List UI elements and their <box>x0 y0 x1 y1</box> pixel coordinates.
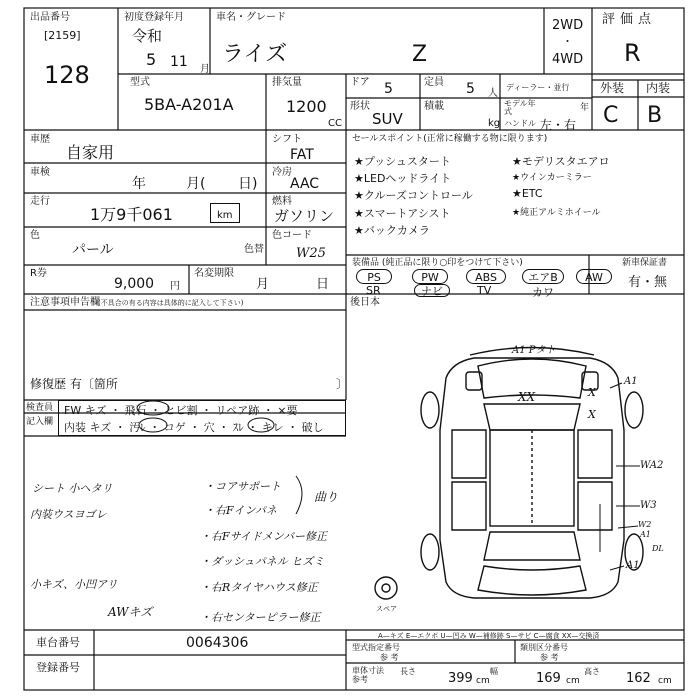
color-code: W25 <box>296 246 326 261</box>
doors: 5 <box>384 81 393 97</box>
equip-sr: SR <box>366 284 381 297</box>
height-unit: cm <box>658 676 672 686</box>
length-label: 長さ <box>400 667 416 676</box>
hw-left-2: 内装ウスヨゴレ <box>30 508 107 521</box>
model-label: 型式 <box>130 77 150 88</box>
equip-leather: カワ <box>532 286 554 299</box>
model-year-label: モデル年式 <box>504 99 536 116</box>
handle: 左・右 <box>540 118 577 132</box>
fuel: ガソリン <box>274 207 335 225</box>
cc-unit: CC <box>328 118 342 129</box>
name-change-label: 名変期限 <box>194 268 234 279</box>
length: 399 <box>448 671 473 686</box>
lot-sub: [2159] <box>44 29 81 42</box>
color: パール <box>72 242 114 258</box>
hw-right-1: ・コアサポート <box>204 480 281 493</box>
car-name: ライズ <box>222 42 288 67</box>
nc-month: 月 <box>256 277 270 292</box>
equip-pw: PW <box>412 269 448 284</box>
check-row-interior: 内装 キズ ・ 汚ﾚ ・ コゲ ・ 穴 ・ ｽﾚ ・ キレ ・ 破し <box>64 421 324 434</box>
hw-left-3: 小キズ、小凹アリ <box>30 578 118 591</box>
year-unit: 年 <box>580 103 590 113</box>
diag-a1-right: A1 <box>624 376 638 387</box>
hw-left-1: シート 小ヘタリ <box>32 482 113 495</box>
hw-left-4: AWキズ <box>108 605 153 619</box>
hw-right-4: ・ダッシュパネル ヒズミ <box>200 555 325 568</box>
sales-item: ★ウインカーミラー <box>512 173 592 183</box>
damage-legend: A—キズ E—エクボ U—凹み W—補修跡 S—サビ C—腐食 XX—交換済 <box>378 632 600 640</box>
inspection-day: 日) <box>238 176 258 192</box>
model: 5BA-A201A <box>144 95 234 114</box>
sales-label: セールスポイント(正常に稼働する物に限ります) <box>352 134 548 144</box>
ac: AAC <box>290 176 320 192</box>
shift: FAT <box>290 147 314 163</box>
diag-a1-bottom: A1 <box>626 560 640 571</box>
diag-wa2: WA2 <box>640 460 664 471</box>
height-label: 高さ <box>584 667 600 676</box>
exterior-grade: C <box>603 103 619 128</box>
color-label: 色 <box>30 230 40 241</box>
caution-label: 注意事項申告欄 <box>30 297 100 308</box>
inspection-label: 車検 <box>30 167 50 178</box>
capacity-label: 定員 <box>424 77 444 88</box>
repair-label: 修復歴 有〔箇所 <box>30 377 118 391</box>
chassis-label: 車台番号 <box>36 636 80 649</box>
height: 162 <box>626 671 651 686</box>
equip-tv: TV <box>477 284 492 297</box>
reg-month: 11 <box>170 54 188 70</box>
history-label: 車歴 <box>30 134 50 145</box>
repair-close: 〕 <box>336 377 349 391</box>
check-row-fw: FW キズ ・ 飛石 ・ ヒビ割 ・ リペア跡 ・ ×要 <box>64 404 298 417</box>
diag-xx: XX <box>518 390 536 404</box>
interior-label: 内装 <box>646 81 671 95</box>
drive-dot: ・ <box>562 35 573 48</box>
month-unit: 月 <box>200 64 210 75</box>
mileage: 1万9千061 <box>90 205 173 224</box>
equip-abs: ABS <box>466 269 506 284</box>
exterior-label: 外装 <box>600 81 625 95</box>
equip-airbag: エアB <box>522 269 564 284</box>
model-number-label: 型式指定番号 <box>352 643 400 652</box>
sales-item: ★バックカメラ <box>354 224 430 237</box>
recycle-label: R券 <box>30 268 47 279</box>
fuel-label: 燃料 <box>272 196 292 207</box>
sales-item: ★モデリスタエアロ <box>512 155 610 168</box>
equip-aw: AW <box>576 269 612 284</box>
sales-item: ★プッシュスタート <box>354 155 451 168</box>
diag-dl: DL <box>652 544 664 553</box>
lot-label: 出品番号 <box>30 12 70 23</box>
chassis: 0064306 <box>186 635 249 651</box>
shape: SUV <box>372 110 403 128</box>
km-unit: km <box>217 210 233 221</box>
hw-right-6: ・右センターピラー修正 <box>200 611 321 624</box>
size-label: 車体寸法参考 <box>352 666 384 684</box>
caution-sub: (不具合の有る内容は具体的に記入して下さい) <box>98 299 244 307</box>
capacity-unit: 人 <box>488 88 498 99</box>
hw-right-3: ・右Fサイドメンバー修正 <box>200 530 327 543</box>
doors-label: ドア <box>350 77 370 88</box>
category-label: 類別区分番号 <box>520 643 568 652</box>
diag-w3: W3 <box>640 500 657 511</box>
equip-navi: ナビ <box>414 284 450 297</box>
warranty-label: 新車保証書 <box>622 258 668 268</box>
color-code-label: 色コード <box>272 230 312 241</box>
hw-right-5: ・右Rタイヤハウス修正 <box>200 581 318 594</box>
sales-item: ★ETC <box>512 187 543 200</box>
kg-unit: kg <box>488 118 501 129</box>
sales-item: ★純正アルミホイール <box>512 208 601 218</box>
warranty: 有・無 <box>628 275 668 290</box>
recycle: 9,000 <box>114 276 155 292</box>
era: 令和 <box>132 27 163 45</box>
diag-w2: W2 <box>638 520 652 529</box>
handle-label: ハンドル <box>504 119 536 128</box>
color-change-label: 色替 <box>244 244 264 255</box>
dealer-label: ディーラー・並行 <box>506 83 570 92</box>
equip-ps: PS <box>356 269 392 284</box>
capacity: 5 <box>466 81 475 97</box>
displacement: 1200 <box>286 97 327 116</box>
ref-1: 参 考 <box>380 653 399 662</box>
drive-2wd: 2WD <box>552 18 584 33</box>
sales-item: ★スマートアシスト <box>354 207 451 220</box>
reg-label: 登録番号 <box>36 661 80 674</box>
diag-x1: X <box>588 386 596 399</box>
spare-label: スペア <box>376 605 397 613</box>
history-value: 自家用 <box>66 143 115 162</box>
mileage-label: 走行 <box>30 196 50 207</box>
inspection-year: 年 <box>132 176 146 192</box>
shape-label: 形状 <box>350 101 370 112</box>
width: 169 <box>536 671 561 686</box>
interior-grade: B <box>647 103 663 128</box>
diag-a1-small: A1 <box>640 530 651 539</box>
inspection-month: 月( <box>186 176 206 192</box>
hw-bend: 曲り <box>314 490 339 504</box>
inspector-label: 検査員 <box>26 403 54 413</box>
nc-day: 日 <box>316 277 330 292</box>
displacement-label: 排気量 <box>272 77 302 88</box>
length-unit: cm <box>476 676 490 686</box>
sales-item: ★クルーズコントロール <box>354 189 473 202</box>
rating: R <box>624 39 641 67</box>
shift-label: シフト <box>272 134 302 145</box>
yen-unit: 円 <box>170 281 180 292</box>
diag-a1-top: A1 Pタト <box>512 345 556 356</box>
width-unit: cm <box>566 676 580 686</box>
width-label: 幅 <box>490 667 498 676</box>
reg-year: 5 <box>146 50 157 69</box>
sales-item: ★LEDヘッドライト <box>354 172 452 185</box>
grade: Z <box>412 42 428 67</box>
load-label: 積載 <box>424 101 444 112</box>
first-reg-label: 初度登録年月 <box>124 12 184 23</box>
rating-label: 評価点 <box>602 12 657 27</box>
diag-x2: X <box>588 408 596 421</box>
lot-number: 128 <box>44 61 90 89</box>
hw-right-2: ・右Fインパネ <box>204 504 277 517</box>
name-label: 車名・グレード <box>216 12 286 23</box>
ac-label: 冷房 <box>272 167 292 178</box>
ref-2: 参 考 <box>540 653 559 662</box>
entry-label: 記入欄 <box>26 417 54 427</box>
after-label: 後日本 <box>350 297 380 308</box>
equipment-label: 装備品 (純正品に限り○印をつけて下さい) <box>352 258 523 268</box>
drive-4wd: 4WD <box>552 52 584 67</box>
